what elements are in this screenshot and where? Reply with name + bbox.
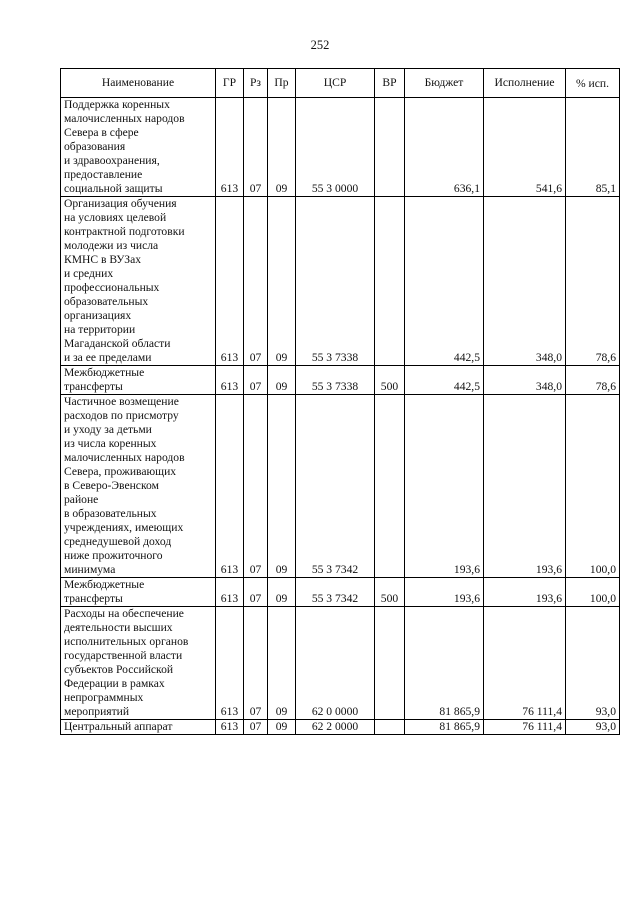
name-line: субъектов Российской [64, 663, 174, 676]
cell-execution: 76 111,4 [484, 607, 566, 720]
name-line: Организация обучения [64, 197, 177, 210]
name-line: государственной власти [64, 649, 183, 662]
name-line: Севера в сфере [64, 126, 139, 139]
table-row [61, 607, 620, 720]
name-line: Поддержка коренных [64, 98, 170, 111]
table-row [61, 578, 620, 607]
cell-vr [375, 720, 405, 735]
cell-percent: 93,0 [566, 720, 620, 735]
cell-budget: 81 865,9 [405, 607, 484, 720]
cell-rz: 07 [244, 607, 268, 720]
cell-csr: 55 3 7342 [296, 395, 375, 578]
cell-vr [375, 98, 405, 197]
cell-name [61, 578, 216, 607]
cell-pr: 09 [268, 607, 296, 720]
name-line: среднедушевой доход [64, 535, 172, 548]
cell-rz: 07 [244, 720, 268, 735]
cell-gr: 613 [216, 197, 244, 366]
name-line: контрактной подготовки [64, 225, 185, 238]
cell-gr: 613 [216, 366, 244, 395]
cell-pr: 09 [268, 578, 296, 607]
name-line: трансферты [64, 592, 123, 605]
budget-table [60, 68, 620, 735]
cell-budget: 193,6 [405, 395, 484, 578]
col-header-rz: Рз [244, 69, 268, 98]
name-line: Севера, проживающих [64, 465, 177, 478]
cell-vr: 500 [375, 578, 405, 607]
name-line: малочисленных народов [64, 451, 185, 464]
cell-vr [375, 607, 405, 720]
cell-gr: 613 [216, 607, 244, 720]
cell-budget: 442,5 [405, 197, 484, 366]
cell-pr: 09 [268, 98, 296, 197]
col-header-gr: ГР [216, 69, 244, 98]
cell-vr: 500 [375, 366, 405, 395]
name-line: на условиях целевой [64, 211, 167, 224]
name-line: Межбюджетные [64, 578, 145, 591]
name-line: Магаданской области [64, 337, 171, 350]
name-line: предоставление [64, 168, 143, 181]
cell-percent: 100,0 [566, 395, 620, 578]
cell-gr: 613 [216, 98, 244, 197]
name-line: в образовательных [64, 507, 157, 520]
cell-execution: 541,6 [484, 98, 566, 197]
table-row [61, 98, 620, 197]
name-line: Расходы на обеспечение [64, 607, 184, 620]
name-line: непрограммных [64, 691, 144, 704]
name-line: Межбюджетные [64, 366, 145, 379]
cell-csr: 55 3 7338 [296, 366, 375, 395]
page-number: 252 [310, 38, 330, 52]
cell-pr: 09 [268, 366, 296, 395]
name-line: и здравоохранения, [64, 154, 160, 167]
name-line: образования [64, 140, 126, 153]
col-header-csr: ЦСР [296, 69, 375, 98]
name-line: и уходу за детьми [64, 423, 152, 436]
name-line: Федерации в рамках [64, 677, 165, 690]
cell-csr: 55 3 0000 [296, 98, 375, 197]
cell-gr: 613 [216, 578, 244, 607]
col-header-percent: % исп. [566, 69, 620, 98]
cell-vr [375, 197, 405, 366]
cell-gr: 613 [216, 720, 244, 735]
cell-name [61, 607, 216, 720]
col-header-budget: Бюджет [405, 69, 484, 98]
name-line: и средних [64, 267, 114, 280]
cell-name [61, 720, 216, 735]
name-line: минимума [64, 563, 116, 576]
cell-budget: 193,6 [405, 578, 484, 607]
name-line: ниже прожиточного [64, 549, 163, 562]
name-line: учреждениях, имеющих [64, 521, 184, 534]
col-header-pr: Пр [268, 69, 296, 98]
name-line: социальной защиты [64, 182, 163, 195]
cell-execution: 76 111,4 [484, 720, 566, 735]
table-header-row [61, 69, 620, 98]
table-row [61, 720, 620, 735]
cell-pr: 09 [268, 720, 296, 735]
cell-name [61, 98, 216, 197]
name-line: Частичное возмещение [64, 395, 179, 408]
cell-csr: 62 2 0000 [296, 720, 375, 735]
cell-vr [375, 395, 405, 578]
name-line: в Северо-Эвенском [64, 479, 159, 492]
cell-rz: 07 [244, 578, 268, 607]
table-row [61, 395, 620, 578]
name-line: районе [64, 493, 99, 506]
name-line: Центральный аппарат [64, 720, 173, 733]
cell-execution: 348,0 [484, 197, 566, 366]
name-line: организациях [64, 309, 132, 322]
name-line: исполнительных органов [64, 635, 189, 648]
name-line: КМНС в ВУЗах [64, 253, 142, 266]
name-line: деятельности высших [64, 621, 173, 634]
cell-percent: 78,6 [566, 366, 620, 395]
name-line: расходов по присмотру [64, 409, 179, 422]
cell-budget: 636,1 [405, 98, 484, 197]
name-line: образовательных [64, 295, 149, 308]
name-line: малочисленных народов [64, 112, 185, 125]
cell-rz: 07 [244, 395, 268, 578]
name-line: мероприятий [64, 705, 130, 718]
cell-percent: 93,0 [566, 607, 620, 720]
cell-execution: 193,6 [484, 578, 566, 607]
cell-name [61, 366, 216, 395]
cell-percent: 100,0 [566, 578, 620, 607]
name-line: из числа коренных [64, 437, 157, 450]
table-row [61, 197, 620, 366]
name-line: на территории [64, 323, 136, 336]
cell-budget: 442,5 [405, 366, 484, 395]
col-header-name: Наименование [61, 69, 216, 98]
cell-csr: 55 3 7342 [296, 578, 375, 607]
col-header-execution: Исполнение [484, 69, 566, 98]
cell-rz: 07 [244, 98, 268, 197]
cell-budget: 81 865,9 [405, 720, 484, 735]
cell-csr: 62 0 0000 [296, 607, 375, 720]
cell-pr: 09 [268, 197, 296, 366]
cell-percent: 78,6 [566, 197, 620, 366]
cell-percent: 85,1 [566, 98, 620, 197]
cell-pr: 09 [268, 395, 296, 578]
cell-rz: 07 [244, 197, 268, 366]
table-body [61, 98, 620, 735]
cell-csr: 55 3 7338 [296, 197, 375, 366]
cell-gr: 613 [216, 395, 244, 578]
table-row [61, 366, 620, 395]
cell-name [61, 395, 216, 578]
name-line: профессиональных [64, 281, 160, 294]
cell-execution: 193,6 [484, 395, 566, 578]
cell-rz: 07 [244, 366, 268, 395]
col-header-vr: ВР [375, 69, 405, 98]
cell-execution: 348,0 [484, 366, 566, 395]
name-line: молодежи из числа [64, 239, 159, 252]
name-line: и за ее пределами [64, 351, 152, 364]
name-line: трансферты [64, 380, 123, 393]
cell-name [61, 197, 216, 366]
